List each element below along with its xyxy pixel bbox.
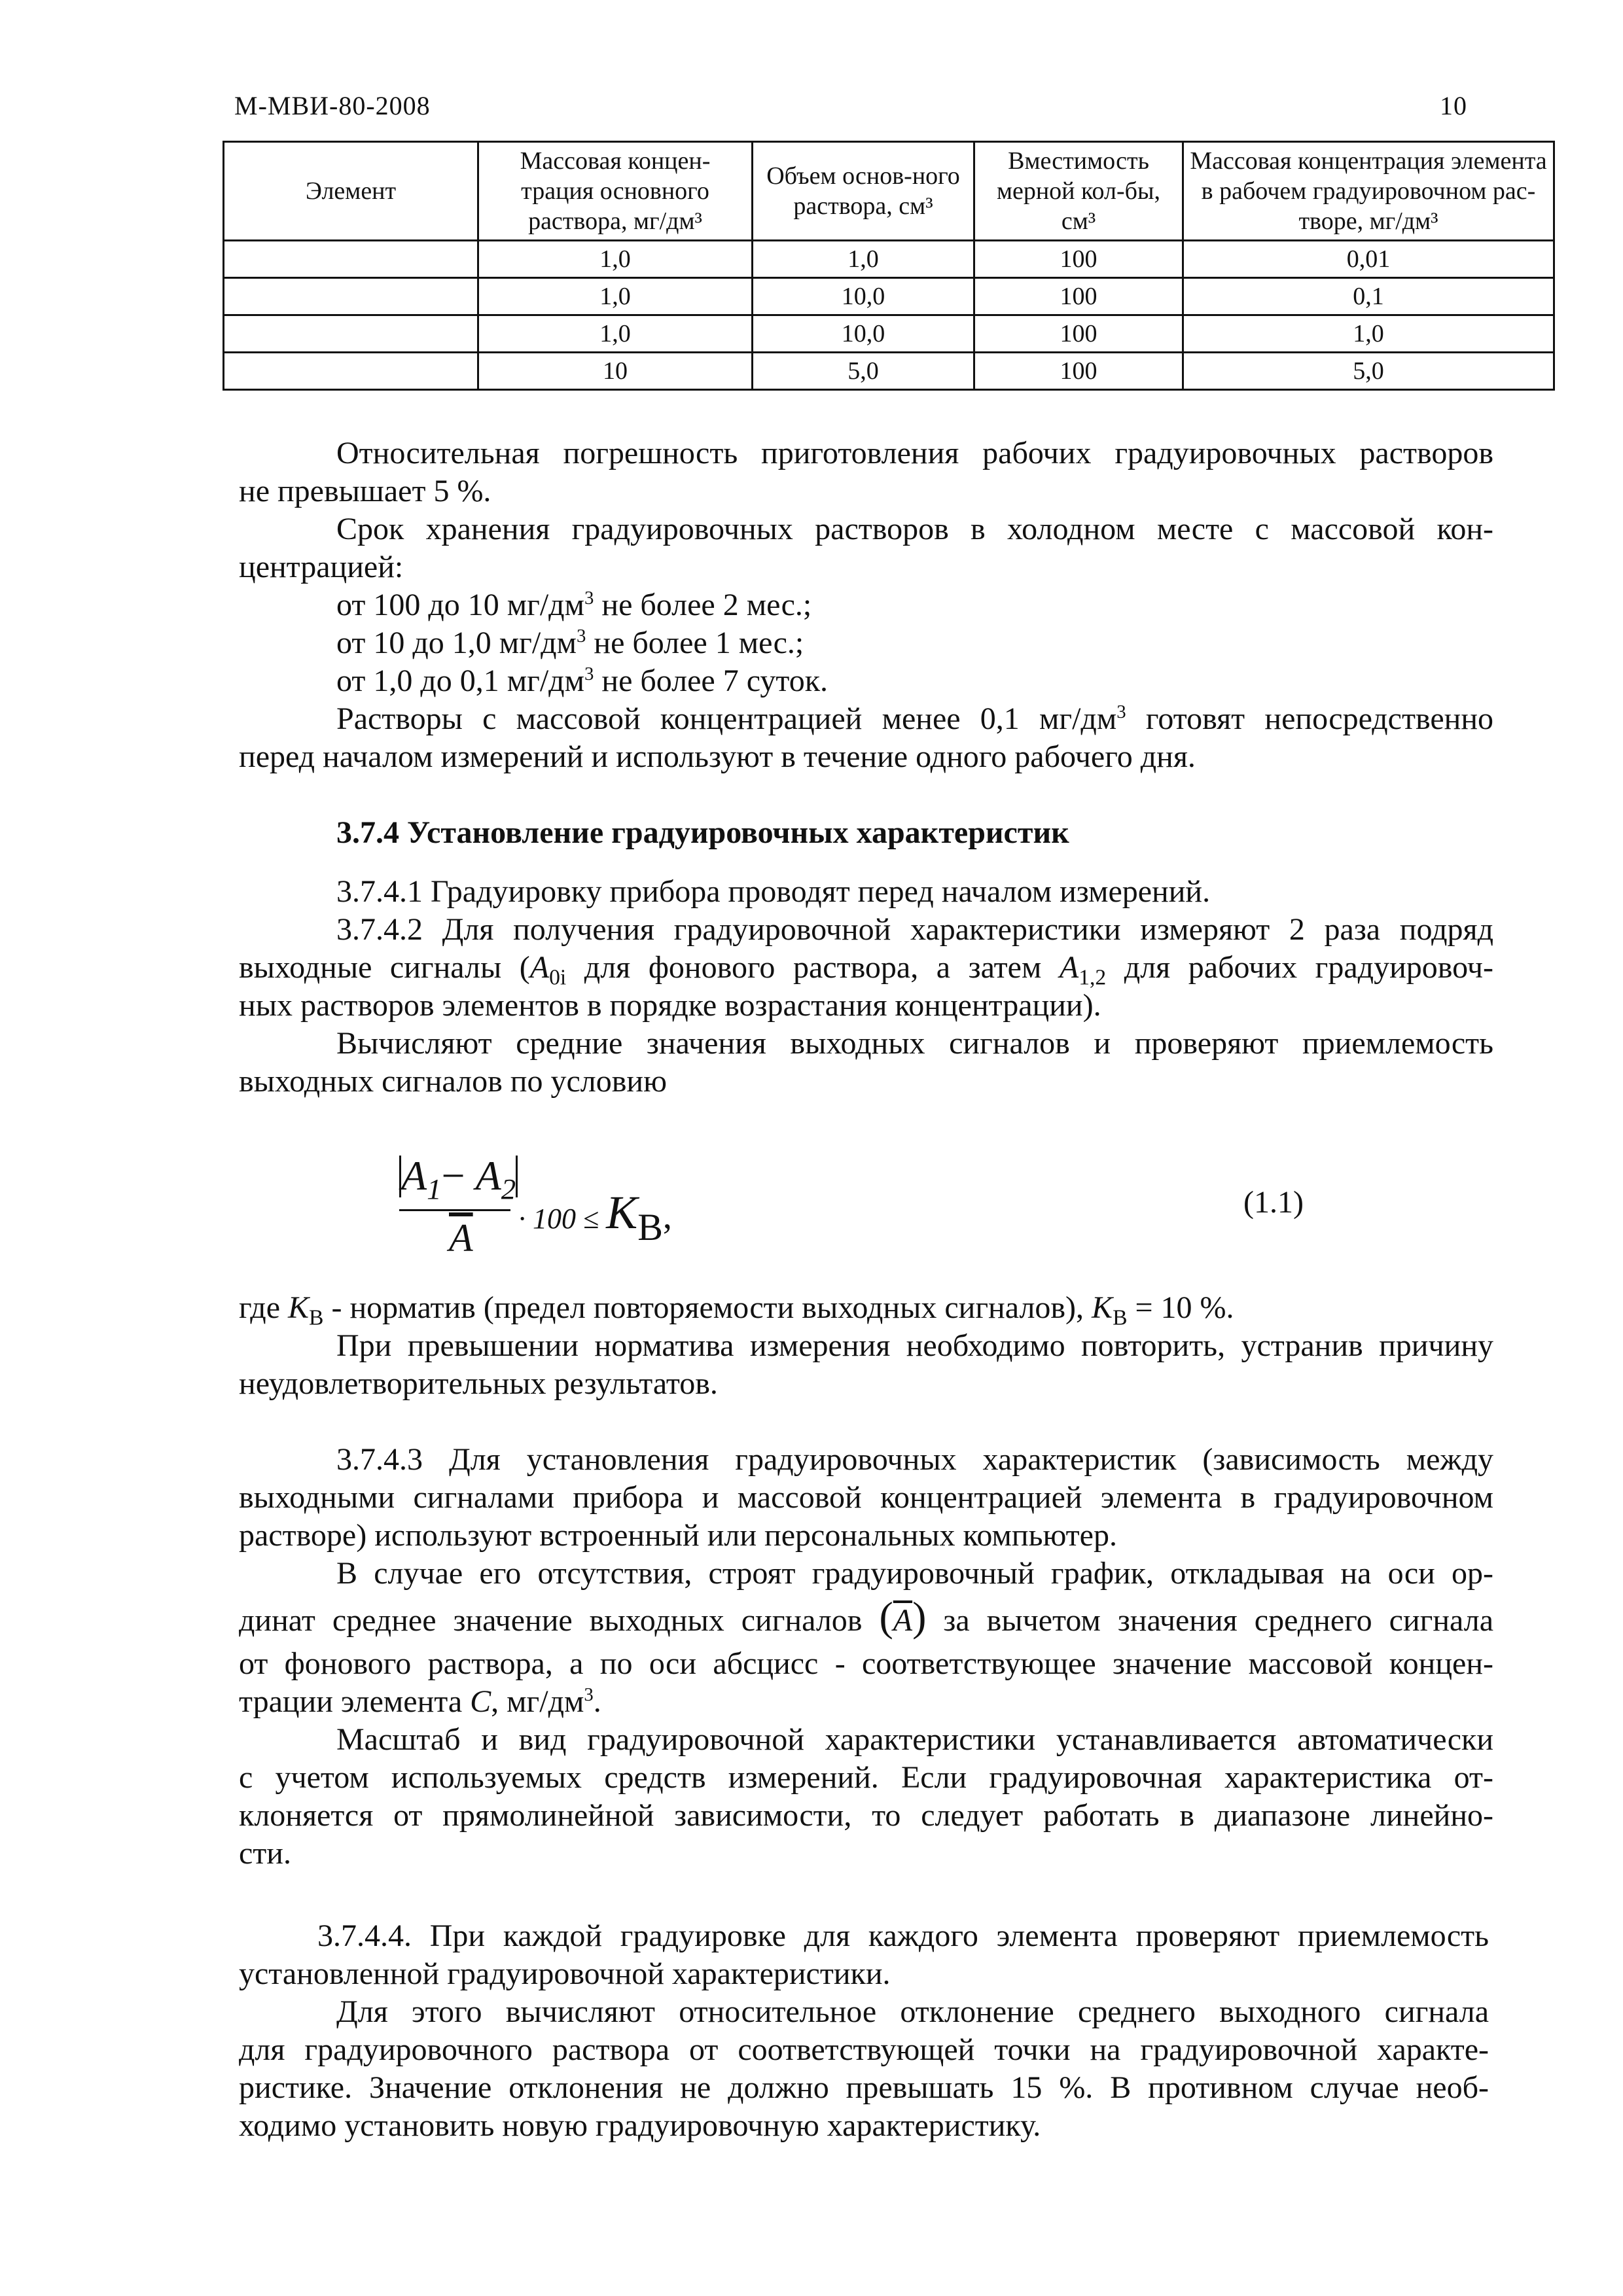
paragraph-line: центрацией: bbox=[239, 550, 404, 584]
paragraph-line: не превышает 5 %. bbox=[239, 474, 491, 508]
table-cell bbox=[224, 241, 478, 278]
paragraph-line: от фонового раствора, а по оси абсцисс - соответствующее значение массовой концен- bbox=[239, 1646, 1493, 1681]
paragraph-line: ных растворов элементов в порядке возрастания концентрации). bbox=[239, 988, 1101, 1023]
list-item bbox=[336, 623, 804, 663]
paragraph-line bbox=[239, 947, 1493, 988]
table-cell: 100 bbox=[974, 353, 1183, 390]
symbol-A: A bbox=[475, 1152, 501, 1199]
subscript: 1,2 bbox=[1079, 965, 1107, 990]
paragraph-line: ристике. Значение отклонения не должно превышать 15 %. В противном случае необ- bbox=[239, 2070, 1489, 2105]
table-cell: 100 bbox=[974, 278, 1183, 315]
table-row bbox=[224, 353, 1554, 390]
fraction-bar bbox=[399, 1209, 510, 1211]
paragraph-line: 3.7.4.2 Для получения градуировочной характеристики измеряют 2 раза подряд bbox=[336, 912, 1493, 947]
superscript: 3 bbox=[584, 663, 594, 684]
paragraph-line: При превышении норматива измерения необходимо повторить, устранив причину bbox=[336, 1328, 1493, 1363]
table-cell: 1,0 bbox=[1183, 315, 1554, 353]
col-header-working-concentration: Массовая концентрация элемента в рабочем градуировочном рас-творе, мг/дм³ bbox=[1183, 142, 1554, 241]
list-item-text: от 1,0 до 0,1 мг/дм bbox=[336, 663, 584, 698]
table-cell: 100 bbox=[974, 315, 1183, 353]
paragraph-line bbox=[239, 1288, 1234, 1328]
paragraph-line: сти. bbox=[239, 1836, 291, 1871]
table-cell: 10,0 bbox=[753, 278, 974, 315]
superscript: 3 bbox=[584, 1684, 594, 1705]
formula-numerator bbox=[399, 1152, 518, 1205]
page-number: 10 bbox=[1440, 91, 1467, 120]
paragraph-line: Для этого вычисляют относительное отклонение среднего выходного сигнала bbox=[336, 1994, 1489, 2029]
paragraph-line: 3.7.4.1 Градуировку прибора проводят перед началом измерений. bbox=[336, 874, 1211, 909]
paragraph-line: 3.7.4.3 Для установления градуировочных характеристик (зависимость между bbox=[336, 1442, 1493, 1477]
table-cell: 0,1 bbox=[1183, 278, 1554, 315]
table-row bbox=[224, 315, 1554, 353]
table-header-row bbox=[224, 142, 1554, 241]
symbol-A: A bbox=[401, 1152, 427, 1199]
paragraph-line: установленной градуировочной характеристики. bbox=[239, 1956, 891, 1991]
paragraph-line bbox=[336, 699, 1493, 739]
text-run: готовят непосредственно bbox=[1126, 701, 1493, 736]
paragraph-line: Срок хранения градуировочных растворов в холодном месте с массовой кон- bbox=[336, 512, 1493, 546]
table-cell: 0,01 bbox=[1183, 241, 1554, 278]
paragraph-line bbox=[239, 1682, 601, 1722]
abs-bar bbox=[516, 1156, 518, 1197]
subscript: В bbox=[309, 1305, 324, 1330]
paren: ( bbox=[879, 1593, 893, 1640]
paragraph-line: В случае его отсутствия, строят градуировочный график, откладывая на оси ор- bbox=[336, 1556, 1493, 1591]
subscript: 1 bbox=[427, 1172, 442, 1205]
paragraph-line: растворе) используют встроенный или персональных компьютер. bbox=[239, 1518, 1117, 1553]
table-cell: 1,0 bbox=[478, 315, 753, 353]
paragraph-line bbox=[239, 1593, 1493, 1641]
table-cell: 10 bbox=[478, 353, 753, 390]
symbol-K: K bbox=[1092, 1290, 1113, 1325]
subscript: 2 bbox=[501, 1172, 516, 1205]
symbol-A: A bbox=[529, 950, 550, 985]
symbol-K: K bbox=[606, 1186, 638, 1239]
text-run: трации элемента bbox=[239, 1684, 471, 1719]
symbol-C: C bbox=[470, 1684, 491, 1719]
formula-1-1 bbox=[399, 1152, 766, 1260]
text-run: = 10 %. bbox=[1127, 1290, 1234, 1325]
paragraph-line: для градуировочного раствора от соответствующей точки на градуировочной характе- bbox=[239, 2032, 1489, 2067]
paragraph-line: выходных сигналов по условию bbox=[239, 1064, 667, 1099]
table-cell: 5,0 bbox=[1183, 353, 1554, 390]
table-cell: 1,0 bbox=[478, 278, 753, 315]
text-run: выходные сигналы ( bbox=[239, 950, 530, 985]
table-row bbox=[224, 278, 1554, 315]
list-item-text: от 10 до 1,0 мг/дм bbox=[336, 626, 577, 660]
table-cell bbox=[224, 278, 478, 315]
list-item bbox=[336, 585, 812, 626]
text-run: - норматив (предел повторяемости выходных сигналов), bbox=[323, 1290, 1092, 1325]
superscript: 3 bbox=[576, 626, 586, 646]
paragraph-line: 3.7.4.4. При каждой градуировке для каждого элемента проверяют приемлемость bbox=[317, 1918, 1489, 1953]
text-run: где bbox=[239, 1290, 289, 1325]
paragraph-line: перед началом измерений и используют в течение одного рабочего дня. bbox=[239, 739, 1196, 774]
superscript: 3 bbox=[584, 588, 594, 609]
section-heading: 3.7.4 Установление градуировочных характеристик bbox=[336, 815, 1069, 850]
paragraph-line: ходимо установить новую градуировочную характеристику. bbox=[239, 2108, 1041, 2143]
paragraph-line: выходными сигналами прибора и массовой концентрацией элемента в градуировочном bbox=[239, 1480, 1493, 1515]
paren: ) bbox=[912, 1593, 927, 1640]
subscript: В bbox=[637, 1206, 663, 1248]
col-header-element: Элемент bbox=[224, 142, 478, 241]
paragraph-line: Вычисляют средние значения выходных сигналов и проверяют приемлемость bbox=[336, 1026, 1493, 1061]
table-cell: 1,0 bbox=[478, 241, 753, 278]
table-row bbox=[224, 241, 1554, 278]
list-item bbox=[336, 661, 828, 701]
col-header-stock-volume: Объем основ-ного раствора, см³ bbox=[753, 142, 974, 241]
list-item-text: не более 7 суток. bbox=[594, 663, 829, 698]
concentration-table bbox=[223, 141, 1555, 391]
table-cell: 10,0 bbox=[753, 315, 974, 353]
paragraph-line: с учетом используемых средств измерений. Если градуировочная характеристика от- bbox=[239, 1760, 1493, 1795]
document-code: М-МВИ-80-2008 bbox=[234, 91, 431, 120]
text-run: Растворы с массовой концентрацией менее 0,1 мг/дм bbox=[336, 701, 1117, 736]
text-run: . bbox=[593, 1684, 601, 1719]
formula-denominator: $\overline{A}$ bbox=[449, 1216, 473, 1260]
table-cell: 1,0 bbox=[753, 241, 974, 278]
superscript: 3 bbox=[1116, 701, 1126, 722]
paragraph-line: клоняется от прямолинейной зависимости, то следует работать в диапазоне линейно- bbox=[239, 1798, 1493, 1833]
text-run: динат среднее значение выходных сигналов bbox=[239, 1603, 880, 1638]
text-run: за вычетом значения среднего сигнала bbox=[926, 1603, 1493, 1638]
list-item-text: не более 1 мес.; bbox=[586, 626, 804, 660]
text-run: , мг/дм bbox=[491, 1684, 584, 1719]
subscript: 0i bbox=[549, 965, 567, 990]
equation-number: (1.1) bbox=[1243, 1185, 1304, 1220]
symbol-A: A bbox=[1059, 950, 1079, 985]
formula-operator: · 100 ≤ bbox=[518, 1203, 607, 1235]
table-cell bbox=[224, 353, 478, 390]
paragraph-line: Масштаб и вид градуировочной характеристики устанавливается автоматически bbox=[336, 1722, 1493, 1757]
list-item-text: от 100 до 10 мг/дм bbox=[336, 588, 584, 622]
table-cell: 100 bbox=[974, 241, 1183, 278]
subscript: В bbox=[1113, 1305, 1128, 1330]
symbol-K: K bbox=[288, 1290, 310, 1325]
paragraph-line: Относительная погрешность приготовления рабочих градуировочных растворов bbox=[336, 436, 1493, 470]
col-header-flask-volume: Вместимость мерной кол-бы, см³ bbox=[974, 142, 1183, 241]
list-item-text: не более 2 мес.; bbox=[594, 588, 812, 622]
text-run: для фонового раствора, а затем bbox=[566, 950, 1060, 985]
table-cell bbox=[224, 315, 478, 353]
minus-sign: − bbox=[441, 1152, 476, 1199]
formula-comma: , bbox=[662, 1196, 672, 1237]
table-cell: 5,0 bbox=[753, 353, 974, 390]
paragraph-line: неудовлетворительных результатов. bbox=[239, 1366, 718, 1401]
symbol-A-mean: $\overline{A}$ bbox=[893, 1603, 913, 1638]
col-header-stock-concentration: Массовая концен-трация основного раствора, мг/дм³ bbox=[478, 142, 753, 241]
text-run: для рабочих градуировоч- bbox=[1106, 950, 1493, 985]
formula-right-side bbox=[518, 1186, 672, 1249]
